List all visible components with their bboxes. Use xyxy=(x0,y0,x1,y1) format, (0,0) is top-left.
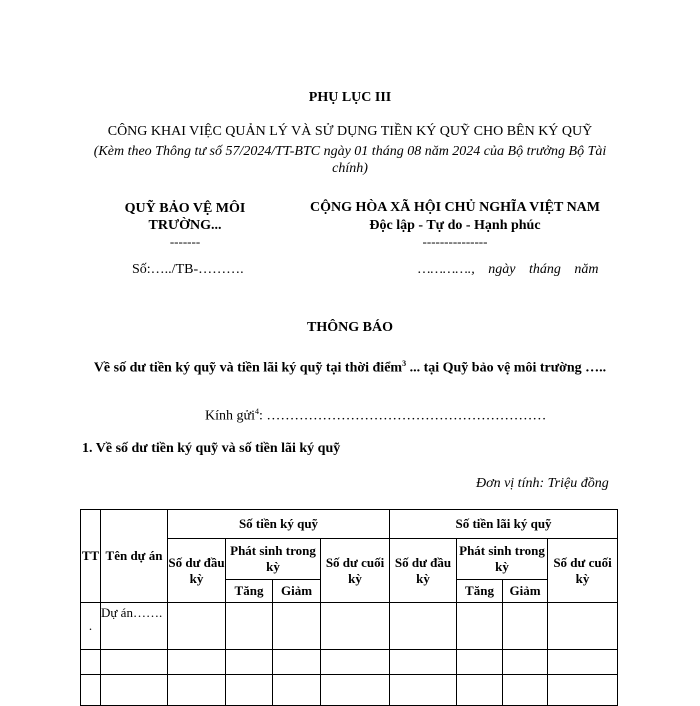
table-cell xyxy=(226,650,273,675)
table-cell xyxy=(321,603,390,650)
table-cell xyxy=(81,675,101,706)
interest-group-header: Số tiền lãi ký quỹ xyxy=(390,510,618,539)
interest-opening-header: Số dư đầu kỳ xyxy=(390,539,457,603)
col-tt-header: TT xyxy=(81,510,101,603)
interest-closing-header: Số dư cuối kỳ xyxy=(548,539,618,603)
org-divider: ------- xyxy=(169,234,201,249)
recipient-dots: : …………………………………………………… xyxy=(258,408,547,424)
table-row xyxy=(81,603,618,650)
table-cell xyxy=(457,650,503,675)
table-cell xyxy=(548,675,618,706)
table-cell xyxy=(273,675,321,706)
table-cell xyxy=(168,675,226,706)
footnote-3: 3 xyxy=(402,359,407,368)
deposit-arising-header: Phát sinh trong kỳ xyxy=(226,539,321,580)
table-cell xyxy=(390,675,457,706)
table-cell xyxy=(226,603,273,650)
table-cell xyxy=(273,650,321,675)
motto-divider: --------------- xyxy=(422,234,488,249)
footnote-4: 4 xyxy=(254,407,259,416)
balance-table xyxy=(80,509,618,706)
interest-increase-header: Tăng xyxy=(457,580,503,603)
table-cell xyxy=(81,650,101,675)
table-cell xyxy=(168,650,226,675)
motto: Độc lập - Tự do - Hạnh phúc xyxy=(369,218,541,233)
unit-label: Đơn vị tính: Triệu đồng xyxy=(476,476,609,491)
appendix-title: PHỤ LỤC III xyxy=(308,90,392,105)
section-heading: 1. Về số dư tiền ký quỹ và số tiền lãi ký quỹ xyxy=(82,441,341,456)
notice-subject-after: ... tại Quỹ bảo vệ môi trường ….. xyxy=(406,360,607,376)
table-cell xyxy=(321,650,390,675)
table-cell xyxy=(101,650,168,675)
row-project-cell: Dự án……. xyxy=(101,603,168,650)
deposit-opening-header: Số dư đầu kỳ xyxy=(168,539,226,603)
table-cell xyxy=(457,603,503,650)
interest-arising-header: Phát sinh trong kỳ xyxy=(457,539,548,580)
table-row xyxy=(81,650,618,675)
table-cell xyxy=(321,675,390,706)
deposit-group-header: Số tiền ký quỹ xyxy=(168,510,390,539)
table-cell xyxy=(168,603,226,650)
interest-decrease-header: Giảm xyxy=(503,580,548,603)
table-cell xyxy=(226,675,273,706)
table-cell xyxy=(503,603,548,650)
table-cell xyxy=(548,603,618,650)
table-cell xyxy=(457,675,503,706)
table-cell xyxy=(503,675,548,706)
table-cell xyxy=(390,650,457,675)
deposit-decrease-header: Giảm xyxy=(273,580,321,603)
notice-title: THÔNG BÁO xyxy=(307,320,393,335)
date-line: …………., ngày tháng năm xyxy=(418,262,599,277)
table-row xyxy=(81,675,618,706)
document-number: Số:…../TB-………. xyxy=(132,262,244,277)
table-cell xyxy=(273,603,321,650)
notice-subject xyxy=(70,355,630,378)
table-cell xyxy=(101,675,168,706)
recipient-label: Kính gửi xyxy=(205,408,255,424)
notice-subject-before: Về số dư tiền ký quỹ và tiền lãi ký quỹ tại thời điểm xyxy=(93,360,403,376)
recipient-line xyxy=(205,407,546,425)
table-cell xyxy=(548,650,618,675)
main-title: CÔNG KHAI VIỆC QUẢN LÝ VÀ SỬ DỤNG TIỀN KÝ QUỸ CHO BÊN KÝ QUỸ xyxy=(107,124,593,139)
table-cell xyxy=(390,603,457,650)
org-name: QUỸ BẢO VỆ MÔI TRƯỜNG... xyxy=(124,201,246,233)
row-tt-cell: . xyxy=(81,603,101,650)
col-project-header: Tên dự án xyxy=(101,510,168,603)
table-cell xyxy=(503,650,548,675)
subtitle: (Kèm theo Thông tư số 57/2024/TT-BTC ngày 01 tháng 08 năm 2024 của Bộ trưởng Bộ Tài chính) xyxy=(93,144,607,176)
nation-title: CỘNG HÒA XÃ HỘI CHỦ NGHĨA VIỆT NAM xyxy=(309,200,600,215)
deposit-closing-header: Số dư cuối kỳ xyxy=(321,539,390,603)
deposit-increase-header: Tăng xyxy=(226,580,273,603)
